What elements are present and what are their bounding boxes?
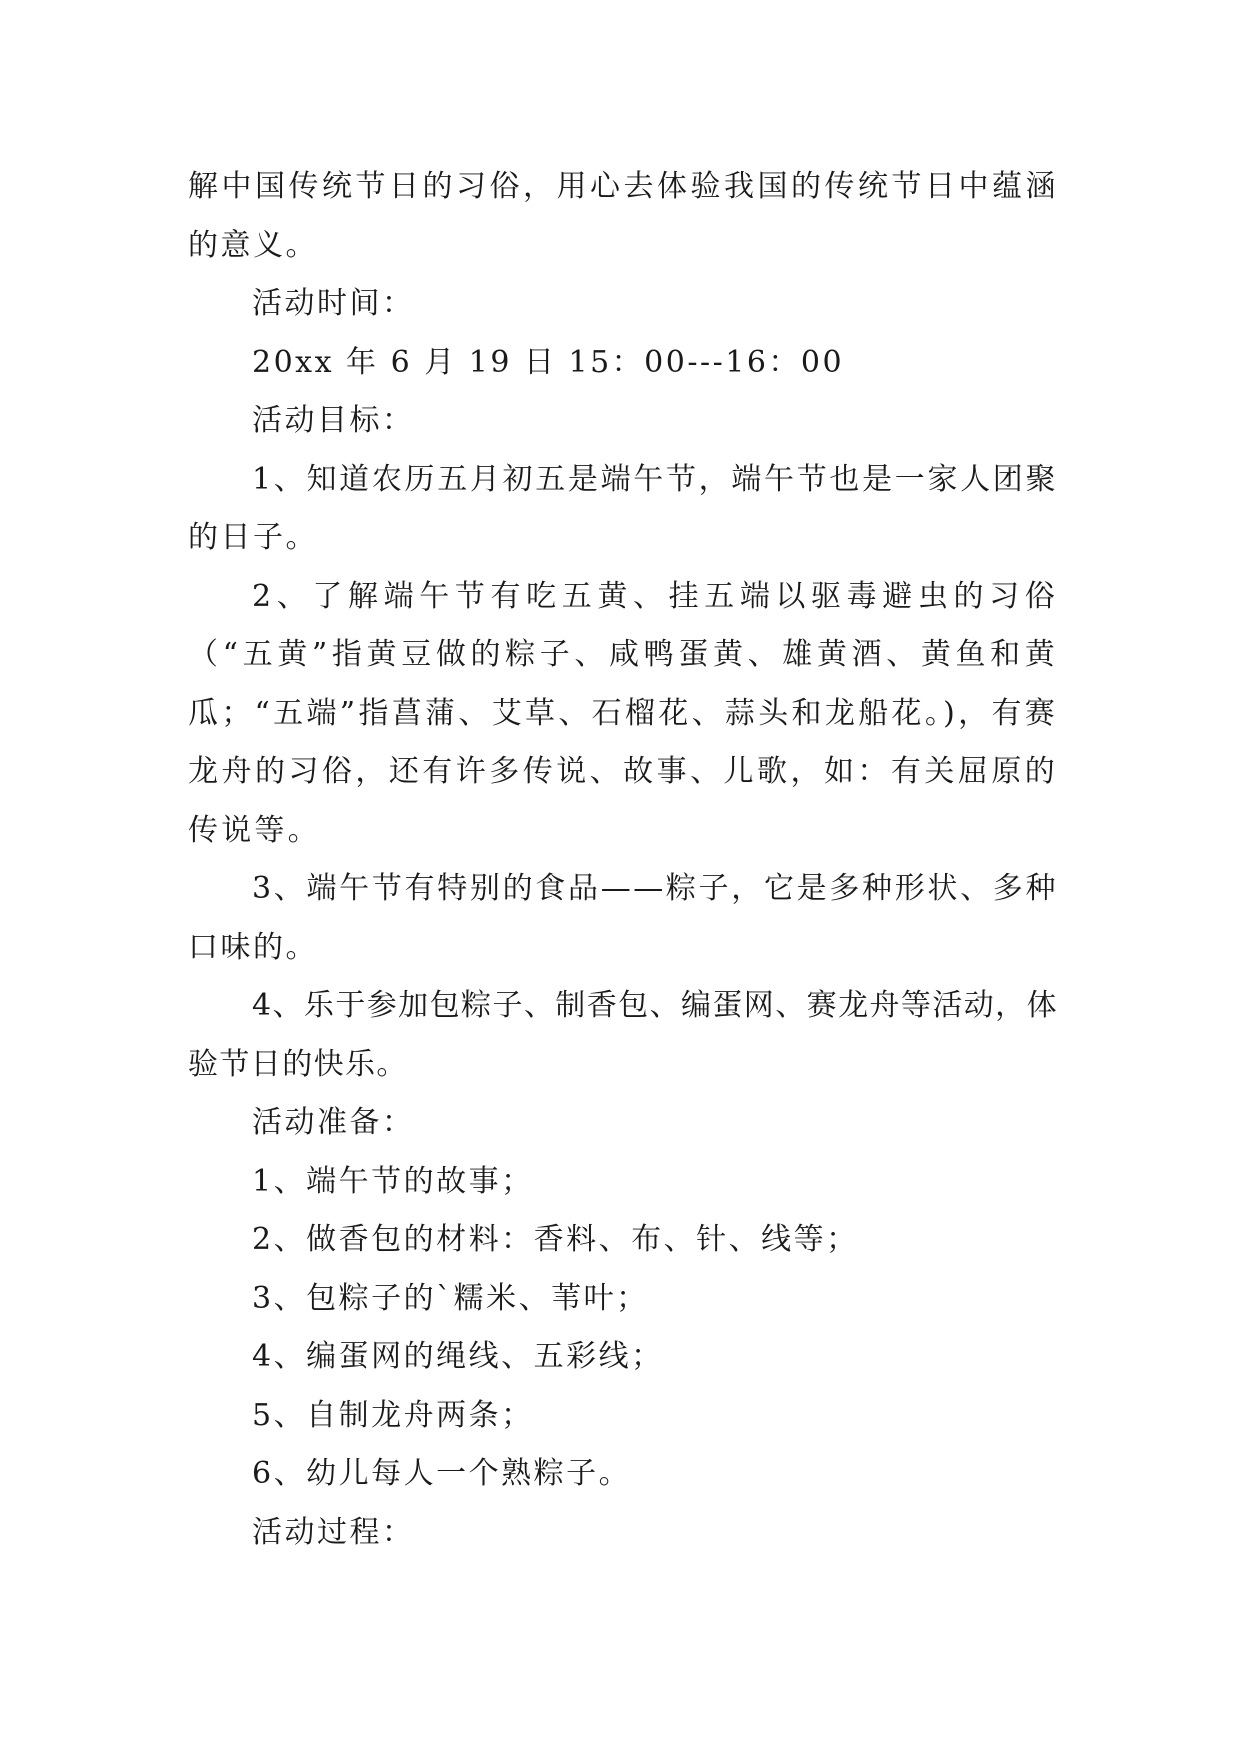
prep-item-6: 6、幼儿每人一个熟粽子。 [252,1456,632,1491]
prep-item-5: 5、自制龙舟两条； [252,1397,534,1433]
prep-item-1: 1、端午节的故事； [252,1163,534,1199]
activity-goals-heading: 活动目标： [252,403,415,438]
prep-item-3: 3、包粽子的`糯米、苇叶； [252,1280,649,1316]
prep-item-4: 4、编蛋网的绳线、五彩线； [252,1339,664,1374]
goal-item-3: 3、端午节有特别的食品——粽子，它是多种形状、多种口味的。 [188,871,1058,965]
activity-process-heading: 活动过程： [252,1514,415,1550]
goal-item-4: 4、乐于参加包粽子、制香包、编蛋网、赛龙舟等活动，体验节日的快乐。 [188,988,1058,1082]
document-body [188,158,1058,1562]
activity-time-heading: 活动时间： [252,286,415,321]
intro-paragraph: 解中国传统节日的习俗，用心去体验我国的传统节日中蕴涵的意义。 [188,169,1058,263]
activity-prep-heading: 活动准备： [252,1105,415,1140]
goal-item-2: 2、了解端午节有吃五黄、挂五端以驱毒避虫的习俗（“五黄”指黄豆做的粽子、咸鸭蛋黄、雄黄酒、黄鱼和黄瓜；“五端”指菖蒲、艾草、石榴花、蒜头和龙船花。)，有赛龙舟的习俗，还有许多传说、故事、儿歌，如：有关屈原的传说等。 [188,578,1058,848]
activity-time-value: 20xx 年 6 月 19 日 15：00---16：00 [252,344,845,380]
prep-item-2: 2、做香包的材料：香料、布、针、线等； [252,1222,859,1257]
goal-item-1: 1、知道农历五月初五是端午节，端午节也是一家人团聚的日子。 [188,461,1058,555]
